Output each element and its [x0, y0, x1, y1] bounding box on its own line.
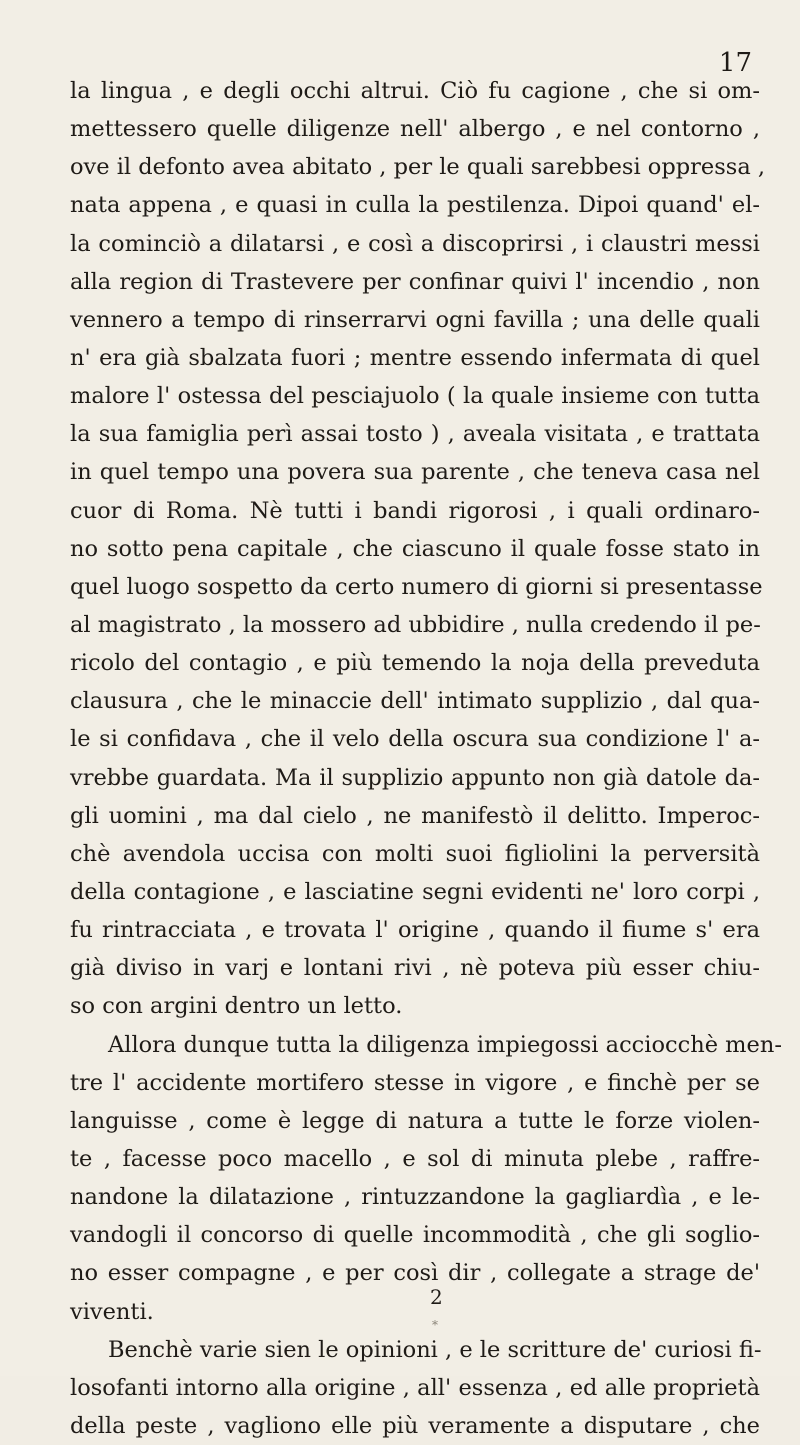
text-line: le si confidava , che il velo della oscura sua condizione l' a- [70, 726, 760, 753]
text-line: no esser compagne , e per così dir , collegate a strage de' [70, 1260, 760, 1287]
paragraph-end-line: viventi. [70, 1298, 154, 1325]
text-line: malore l' ostessa del pesciajuolo ( la quale insieme con tutta [70, 383, 760, 410]
text-line: mettessero quelle diligenze nell' albergo , e nel contorno , [70, 116, 760, 143]
text-line: vennero a tempo di rinserrarvi ogni favilla ; una delle quali [70, 306, 760, 333]
paragraph-start-line: Benchè varie sien le opinioni , e le scritture de' curiosi fi- [108, 1336, 762, 1363]
paragraph-start-line: Allora dunque tutta la diligenza impiegossi acciocchè men- [108, 1031, 782, 1058]
text-line: losofanti intorno alla origine , all' essenza , ed alle proprietà [70, 1374, 760, 1401]
text-line: la cominciò a dilatarsi , e così a discoprirsi , i claustri messi [70, 230, 760, 257]
page-number: 17 [718, 48, 752, 78]
text-line: vrebbe guardata. Ma il supplizio appunto non già datole da- [70, 764, 760, 791]
text-line: in quel tempo una povera sua parente , che teneva casa nel [70, 459, 760, 486]
text-line: clausura , che le minaccie dell' intimato supplizio , dal qua- [70, 688, 760, 715]
text-line: la lingua , e degli occhi altrui. Ciò fu cagione , che si om- [70, 78, 760, 104]
text-line: fu rintracciata , e trovata l' origine , quando il fiume s' era [70, 917, 760, 944]
text-line: nandone la dilatazione , rintuzzandone la gagliardìa , e le- [70, 1184, 760, 1211]
text-line: ove il defonto avea abitato , per le quali sarebbesi oppressa , [70, 154, 766, 181]
star-ornament: * [432, 1318, 438, 1332]
text-line: te , facesse poco macello , e sol di minuta plebe , raffre- [70, 1145, 760, 1172]
text-line: al magistrato , la mossero ad ubbidire , nulla credendo il pe- [70, 611, 761, 638]
text-line: ricolo del contagio , e più temendo la noja della preveduta [70, 650, 760, 677]
text-line: nata appena , e quasi in culla la pestilenza. Dipoi quand' el- [70, 192, 760, 219]
text-line: alla region di Trastevere per confinar quivi l' incendio , non [70, 268, 760, 295]
text-line: chè avendola uccisa con molti suoi figliolini la perversità [70, 840, 760, 867]
paragraph-end-line: so con argini dentro un letto. [70, 993, 403, 1020]
text-line: gli uomini , ma dal cielo , ne manifestò il delitto. Imperoc- [70, 802, 760, 829]
text-line: già diviso in varj e lontani rivi , nè poteva più esser chiu- [70, 955, 760, 982]
text-line: no sotto pena capitale , che ciascuno il quale fosse stato in [70, 535, 760, 562]
text-line: della contagione , e lasciatine segni evidenti ne' loro corpi , [70, 878, 760, 905]
signature-mark: 2 [430, 1285, 443, 1309]
text-line: la sua famiglia perì assai tosto ) , aveala visitata , e trattata [70, 421, 760, 448]
text-line: n' era già sbalzata fuori ; mentre essendo infermata di quel [70, 344, 760, 371]
text-line: quel luogo sospetto da certo numero di giorni si presentasse [70, 573, 763, 600]
text-line: cuor di Roma. Nè tutti i bandi rigorosi , i quali ordinaro- [70, 497, 760, 524]
text-line: tre l' accidente mortifero stesse in vigore , e finchè per se [70, 1069, 760, 1096]
text-line: languisse , come è legge di natura a tutte le forze violen- [70, 1107, 760, 1134]
text-line: della peste , vagliono elle più veramente a disputare , che [70, 1412, 760, 1439]
body-text [70, 72, 782, 1445]
text-line: vandogli il concorso di quelle incommodità , che gli soglio- [70, 1222, 760, 1249]
